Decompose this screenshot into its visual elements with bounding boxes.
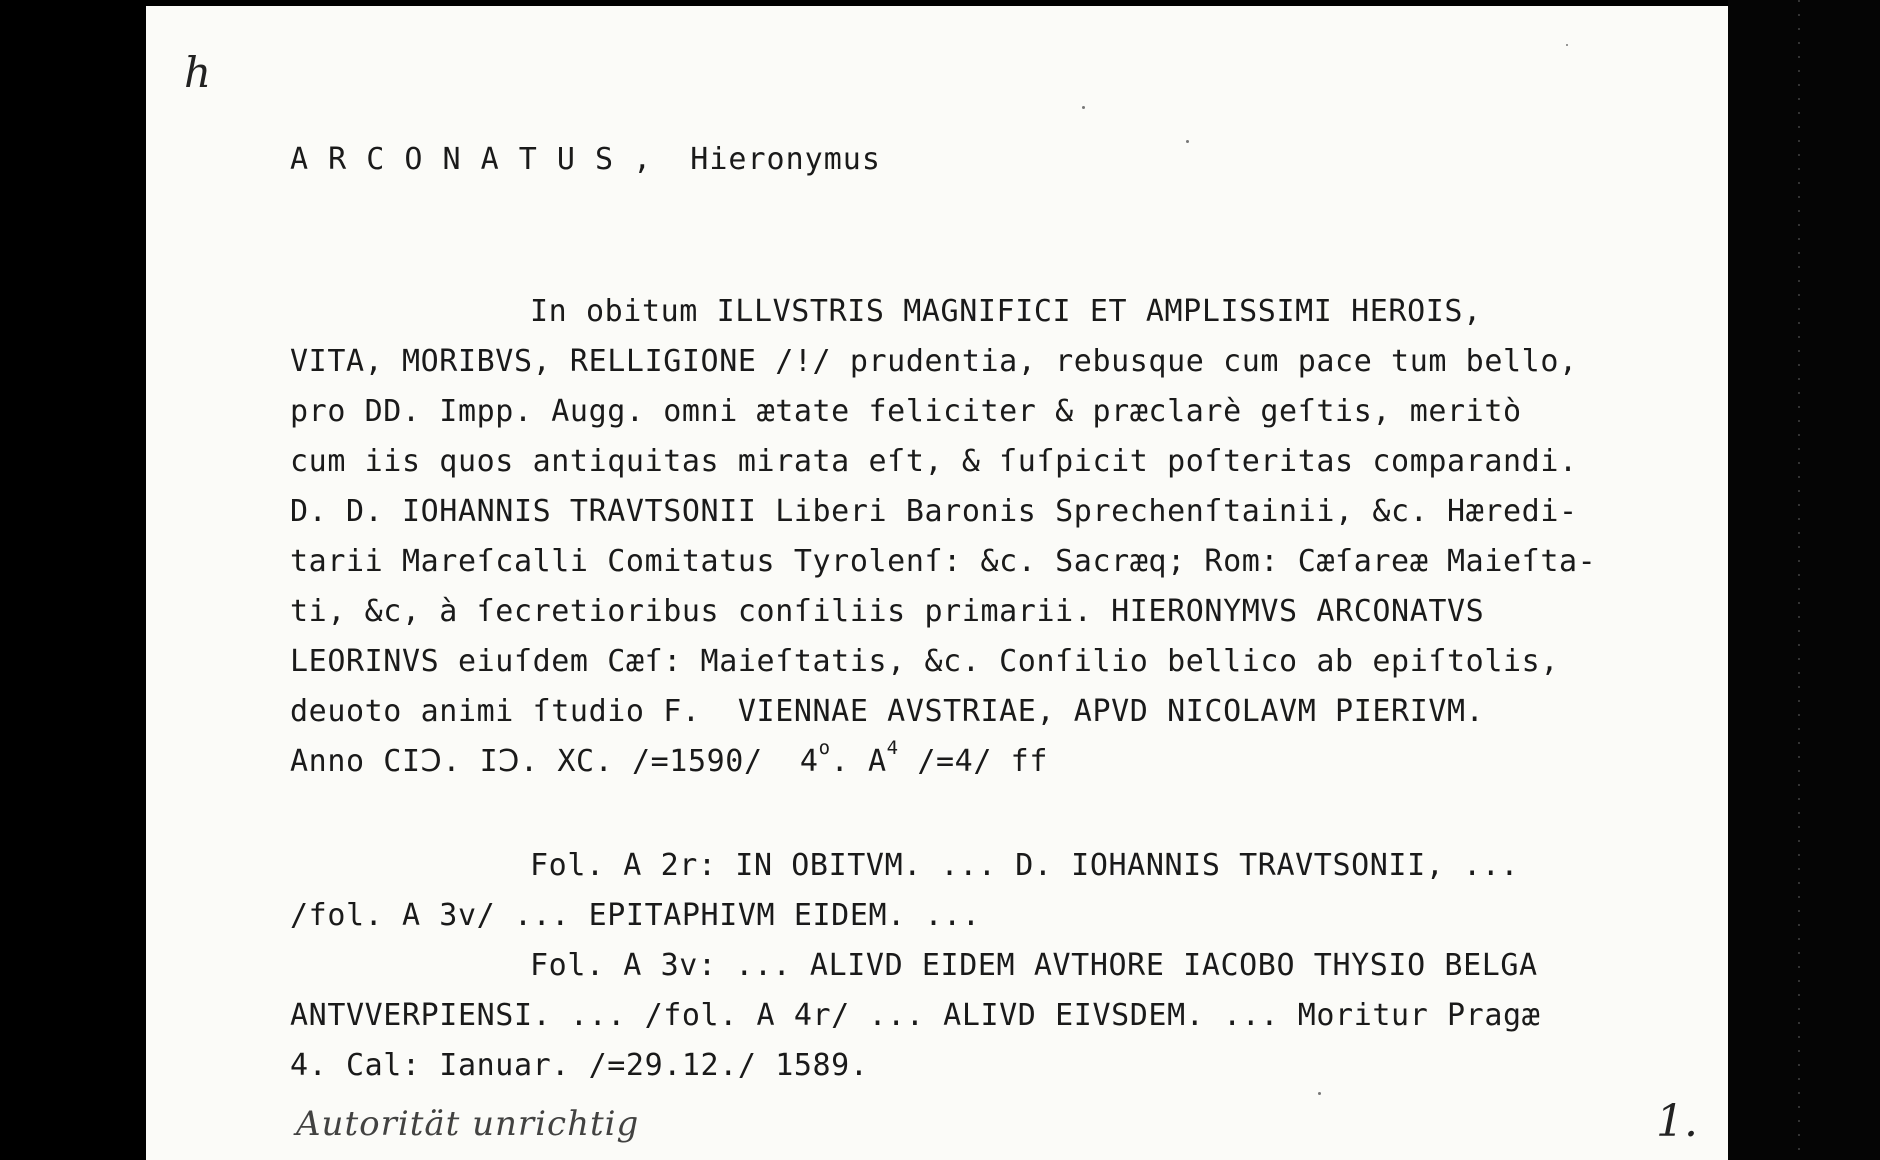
title-line: deuoto animi ſtudio F. VIENNAE AVSTRIAE, APVD NICOLAVM PIERIVM. bbox=[290, 694, 1485, 729]
title-line: VITA, MORIBVS, RELLIGIONE /!/ prudentia, rebusque cum pace tum bello, bbox=[290, 344, 1578, 379]
contents-line: Fol. A 2r: IN OBITVM. ... D. IOHANNIS TRAVTSONII, ... bbox=[530, 848, 1520, 883]
catalog-card bbox=[146, 6, 1728, 1160]
scan-noise bbox=[1798, 0, 1800, 1160]
signature-superscript: 4 bbox=[886, 737, 899, 759]
imprint-line bbox=[290, 737, 1048, 780]
title-line: In obitum ILLVSTRIS MAGNIFICI ET AMPLISSIMI HEROIS, bbox=[530, 294, 1482, 329]
contents-line: /fol. A 3v/ ... EPITAPHIVM EIDEM. ... bbox=[290, 898, 981, 933]
entry-heading: A R C O N A T U S , Hieronymus bbox=[290, 142, 881, 177]
title-line: D. D. IOHANNIS TRAVTSONII Liberi Baronis Sprechenſtainii, &c. Hæredi- bbox=[290, 494, 1578, 529]
scan-dust bbox=[1318, 1092, 1321, 1095]
handwritten-note: Autorität unrichtig bbox=[296, 1104, 640, 1144]
signature-prefix: . A bbox=[830, 744, 887, 779]
scan-dust bbox=[1566, 44, 1568, 46]
title-line: LEORINVS eiuſdem Cæſ: Maieſtatis, &c. Conſilio bellico ab epiſtolis, bbox=[290, 644, 1559, 679]
format-superscript: o bbox=[818, 737, 831, 759]
title-line: ti, &c, à ſecretioribus conſiliis primarii. HIERONYMVS ARCONATVS bbox=[290, 594, 1485, 629]
contents-line: Fol. A 3v: ... ALIVD EIDEM AVTHORE IACOBO THYSIO BELGA bbox=[530, 948, 1538, 983]
contents-line: ANTVVERPIENSI. ... /fol. A 4r/ ... ALIVD EIVSDEM. ... Moritur Pragæ bbox=[290, 998, 1541, 1033]
signature-suffix: /=4/ ff bbox=[898, 744, 1048, 779]
imprint-text: Anno CIↃ. IↃ. XC. /=1590/ 4 bbox=[290, 744, 819, 779]
scan-border bbox=[1728, 0, 1880, 1160]
title-line: pro DD. Impp. Augg. omni ætate feliciter & præclarè geſtis, meritò bbox=[290, 394, 1522, 429]
scan-dust bbox=[1186, 140, 1189, 143]
contents-line: 4. Cal: Ianuar. /=29.12./ 1589. bbox=[290, 1048, 869, 1083]
title-line: cum iis quos antiquitas mirata eſt, & ſuſpicit poſteritas comparandi. bbox=[290, 444, 1578, 479]
title-line: tarii Mareſcalli Comitatus Tyrolenſ: &c. Sacræq; Rom: Cæſareæ Maieſta- bbox=[290, 544, 1597, 579]
handwritten-page-number: 1. bbox=[1656, 1096, 1698, 1147]
scan-dust bbox=[1082, 106, 1085, 109]
handwritten-corner-mark: h bbox=[184, 48, 212, 97]
